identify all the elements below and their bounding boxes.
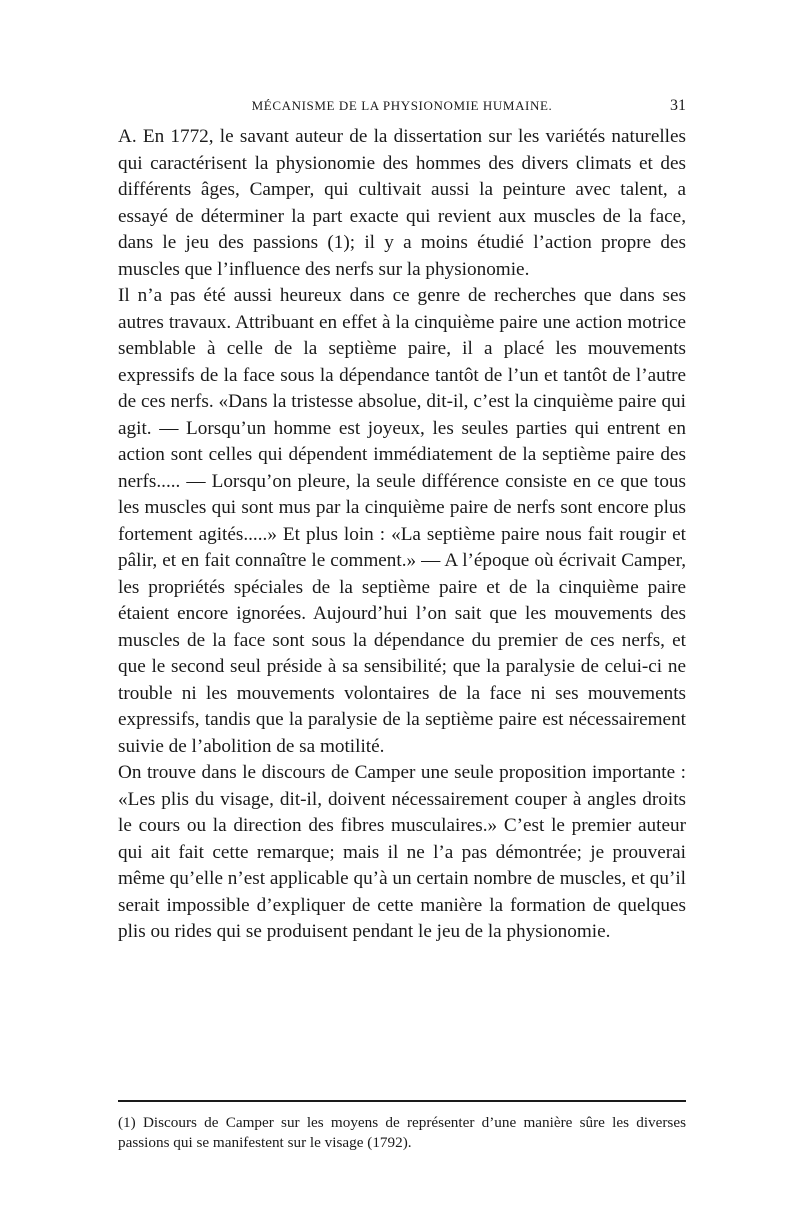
paragraph-3: On trouve dans le discours de Camper une seule proposition importante : «Les plis du visage, dit-il, doivent nécessairement couper à angles droits le cours ou la direction des fibres musculaires.» C’est le premier auteur qui ait fait cette remarque; mais il ne l’a pas démontrée; je prouverai même qu’elle n’est applicable qu’à un certain nombre de muscles, et qu’il serait impossible d’expliquer de cette manière la formation de quelques plis ou rides qui se produisent pendant le jeu de la physionomie. [118, 762, 686, 942]
paragraph-2: Il n’a pas été aussi heureux dans ce genre de recherches que dans ses autres travaux. Attribuant en effet à la cinquième paire une action motrice semblable à celle de la septième paire, il a placé les mouvements expressifs de la face sous la dépendance tantôt de l’un et tantôt de l’autre de ces nerfs. «Dans la tristesse absolue, dit-il, c’est la cinquième paire qui agit. — Lorsqu’un homme est joyeux, les seules parties qui entrent en action sont celles qui dépendent immédiatement de la septième paire des nerfs..... — Lorsqu’on pleure, la seule différence consiste en ce que tous les muscles qui sont mus par la cinquième paire de nerfs sont encore plus fortement agités.....» Et plus loin : «La septième paire nous fait rougir et pâlir, et en fait connaître le comment.» — A l’époque où écrivait Camper, les propriétés spéciales de la septième paire et de la cinquième paire étaient encore ignorées. Aujourd’hui l’on sait que les mouvements des muscles de la face sont sous la dépendance du premier de ces nerfs, et que le second seul préside à sa sensibilité; que la paralysie de celui-ci ne trouble ni les mouvements volontaires de la face ni ses mouvements expressifs, tandis que la paralysie de la septième paire est nécessairement suivie de l’abolition de sa motilité. [118, 285, 686, 757]
footnote-text: (1) Discours de Camper sur les moyens de représenter d’une manière sûre les diverses passions qui se manifestent sur le visage (1792). [118, 1114, 686, 1151]
running-head-title: MÉCANISME DE LA PHYSIONOMIE HUMAINE. [251, 98, 553, 113]
running-head [118, 98, 686, 122]
footnote [118, 1113, 686, 1153]
page-number: 31 [670, 97, 686, 114]
body-text [118, 124, 686, 946]
paragraph-1: A. En 1772, le savant auteur de la dissertation sur les variétés naturelles qui caractérisent la physionomie des hommes des divers climats et des différents âges, Camper, qui cultivait aussi la peinture avec talent, a essayé de déterminer la part exacte qui revient aux muscles de la face, dans le jeu des passions (1); il y a moins étudié l’action propre des muscles que l’influence des nerfs sur la physionomie. [118, 126, 686, 280]
footnote-rule [118, 1100, 686, 1102]
